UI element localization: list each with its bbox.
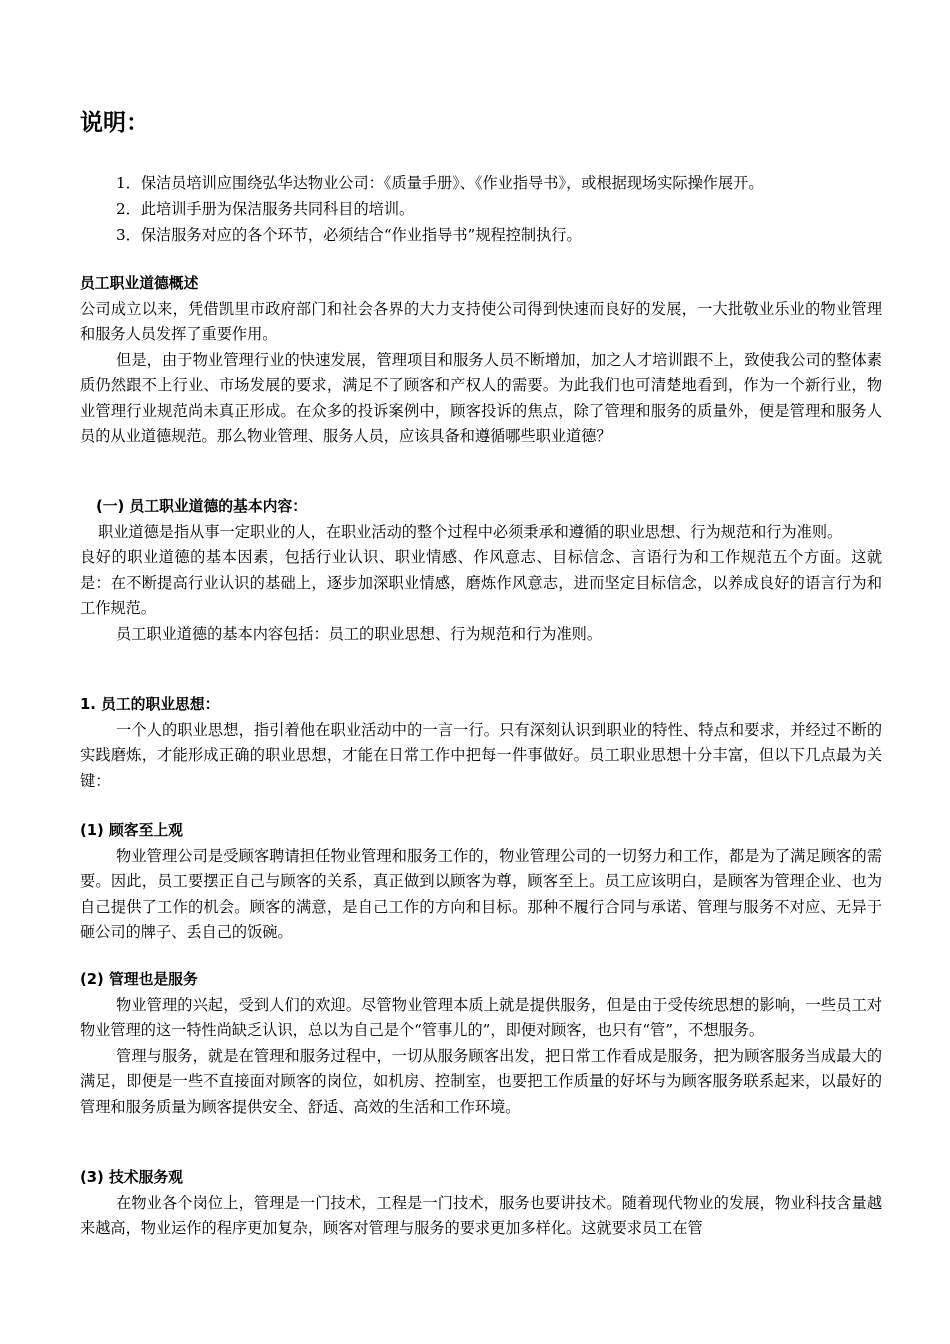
note-item: 2．此培训手册为保洁服务共同科目的培训。 (116, 200, 415, 218)
paragraph: 在物业各个岗位上，管理是一门技术，工程是一门技术，服务也要讲技术。随着现代物业的发展，物业科技含量越来越高，物业运作的程序更加复杂，顾客对管理与服务的要求更加多样化。这就要求员工在管 (80, 1193, 882, 1237)
section-heading: (一) 员工职业道德的基本内容： (96, 498, 308, 515)
paragraph: 职业道德是指从事一定职业的人，在职业活动的整个过程中必须秉承和遵循的职业思想、行为规范和行为准则。 (98, 522, 843, 541)
paragraph: 公司成立以来，凭借凯里市政府部门和社会各界的大力支持使公司得到快速而良好的发展，一大批敬业乐业的物业管理和服务人员发挥了重要作用。 (80, 299, 882, 343)
section-heading: 员工职业道德概述 (80, 275, 199, 292)
notes-list (116, 170, 764, 248)
paragraph: 良好的职业道德的基本因素，包括行业认识、职业情感、作风意志、目标信念、言语行为和工作规范五个方面。这就是：在不断提高行业认识的基础上，逐步加深职业情感，磨炼作风意志，进而坚定目标信念，以养成良好的语言行为和工作规范。 (80, 548, 882, 617)
paragraph: 一个人的职业思想，指引着他在职业活动中的一言一行。只有深刻认识到职业的特性、特点和要求，并经过不断的实践磨炼，才能形成正确的职业思想，才能在日常工作中把每一件事做好。员工职业思想十分丰富，但以下几点最为关键： (80, 720, 882, 790)
career-thought-section (80, 692, 882, 794)
paragraph: 管理与服务，就是在管理和服务过程中，一切从服务顾客出发，把日常工作看成是服务，把为顾客服务当成最大的满足，即便是一些不直接面对顾客的岗位，如机房、控制室，也要把工作质量的好坏与为顾客服务联系起来，以最好的管理和服务质量为顾客提供安全、舒适、高效的生活和工作环境。 (80, 1046, 882, 1116)
paragraph: 员工职业道德的基本内容包括：员工的职业思想、行为规范和行为准则。 (116, 624, 602, 643)
paragraph: 物业管理公司是受顾客聘请担任物业管理和服务工作的，物业管理公司的一切努力和工作，都是为了满足顾客的需要。因此，员工要摆正自己与顾客的关系，真正做到以顾客为尊，顾客至上。员工应该明白，是顾客为管理企业、也为自己提供了工作的机会。顾客的满意，是自己工作的方向和目标。那种不履行合同与承诺、管理与服务不对应、无异于砸公司的牌子、丢自己的饭碗。 (80, 846, 882, 941)
subsection-heading: (2) 管理也是服务 (80, 971, 198, 988)
paragraph: 但是，由于物业管理行业的快速发展，管理项目和服务人员不断增加，加之人才培训跟不上，致使我公司的整体素质仍然跟不上行业、市场发展的要求，满足不了顾客和产权人的需要。为此我们也可清楚地看到，作为一个新行业，物业管理行业规范尚未真正形成。在众多的投诉案例中，顾客投诉的焦点，除了管理和服务的质量外，便是管理和服务人员的从业道德规范。那么物业管理、服务人员，应该具备和遵循哪些职业道德？ (80, 350, 882, 445)
subsection-heading: (1) 顾客至上观 (80, 822, 183, 839)
customer-first-section (80, 818, 882, 946)
page-title: 说明： (80, 110, 149, 136)
note-item: 3．保洁服务对应的各个环节，必须结合“作业指导书”规程控制执行。 (116, 226, 582, 244)
basic-content-section (80, 494, 882, 647)
paragraph: 物业管理的兴起，受到人们的欢迎。尽管物业管理本质上就是提供服务，但是由于受传统思想的影响，一些员工对物业管理的这一特性尚缺乏认识，总以为自己是个“管事儿的”，即便对顾客，也只有“管”，不想服务。 (80, 995, 882, 1039)
technical-service-section (80, 1165, 882, 1242)
note-item: 1．保洁员培训应围绕弘华达物业公司：《质量手册》、《作业指导书》，或根据现场实际操作展开。 (116, 174, 764, 192)
subsection-heading: (3) 技术服务观 (80, 1169, 183, 1186)
management-is-service-section (80, 967, 882, 1120)
section-heading: 1. 员工的职业思想： (80, 696, 220, 713)
overview-section (80, 271, 882, 450)
